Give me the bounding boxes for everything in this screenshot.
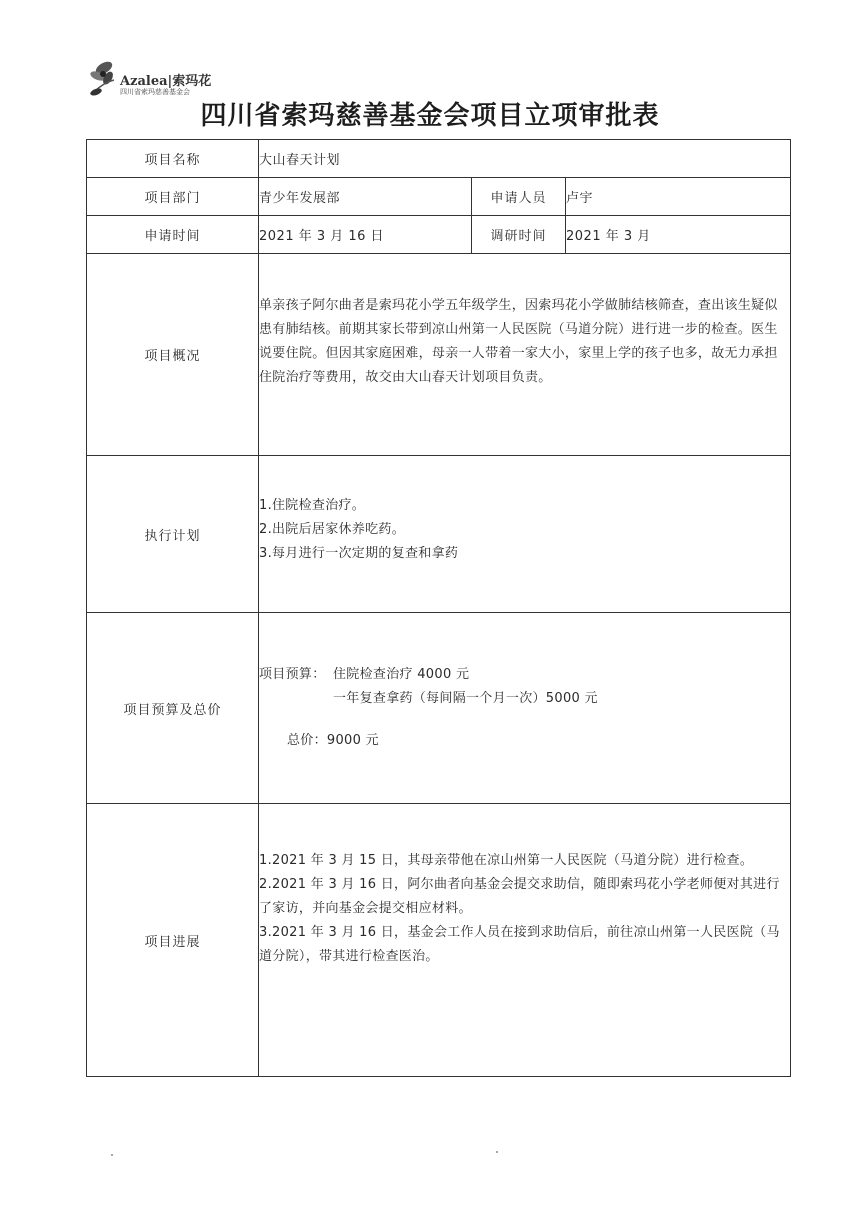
row-project-name bbox=[87, 140, 791, 178]
budget-item: 一年复查拿药（每间隔一个月一次）5000 元 bbox=[333, 691, 598, 706]
budget-cell bbox=[259, 613, 791, 804]
progress-item: 1.2021 年 3 月 15 日，其母亲带他在凉山州第一人民医院（马道分院）进行检查。 bbox=[259, 853, 754, 868]
row-progress bbox=[87, 804, 791, 1077]
department-label: 项目部门 bbox=[87, 178, 259, 216]
budget-label: 项目预算及总价 bbox=[87, 613, 259, 804]
plan-cell bbox=[259, 456, 791, 613]
document-title: 四川省索玛慈善基金会项目立项审批表 bbox=[200, 101, 660, 131]
applicant-value: 卢宇 bbox=[566, 178, 791, 216]
survey-time-label: 调研时间 bbox=[472, 216, 566, 254]
budget-row bbox=[259, 663, 790, 687]
apply-time-label: 申请时间 bbox=[87, 216, 259, 254]
progress-label: 项目进展 bbox=[87, 804, 259, 1077]
budget-row bbox=[259, 687, 790, 711]
budget-item: 住院检查治疗 4000 元 bbox=[333, 667, 470, 682]
logo-subtitle: 四川省索玛慈善基金会 bbox=[120, 88, 190, 96]
row-department bbox=[87, 178, 791, 216]
plan-item: 3.每月进行一次定期的复查和拿药 bbox=[259, 546, 459, 561]
row-overview bbox=[87, 254, 791, 456]
budget-heading: 项目预算： bbox=[259, 667, 326, 682]
progress-item: 2.2021 年 3 月 16 日，阿尔曲者向基金会提交求助信，随即索玛花小学老师便对其进行了家访，并向基金会提交相应材料。 bbox=[259, 877, 780, 916]
overview-text: 单亲孩子阿尔曲者是索玛花小学五年级学生，因索玛花小学做肺结核筛查，查出该生疑似患有肺结核。前期其家长带到凉山州第一人民医院（马道分院）进行进一步的检查。医生说要住院。但因其家庭困难，母亲一人带着一家大小，家里上学的孩子也多，故无力承担住院治疗等费用，故交由大山春天计划项目负责。 bbox=[259, 298, 778, 385]
scan-speck bbox=[496, 1151, 498, 1153]
plan-item: 1.住院检查治疗。 bbox=[259, 498, 366, 513]
survey-time-value: 2021 年 3 月 bbox=[566, 216, 791, 254]
scan-speck bbox=[111, 1154, 113, 1156]
row-dates bbox=[87, 216, 791, 254]
progress-item: 3.2021 年 3 月 16 日，基金会工作人员在接到求助信后，前往凉山州第一人民医院（马道分院），带其进行检查医治。 bbox=[259, 925, 780, 964]
logo-name: Azalea|索玛花 bbox=[120, 74, 212, 89]
applicant-label: 申请人员 bbox=[472, 178, 566, 216]
row-plan bbox=[87, 456, 791, 613]
approval-form-table bbox=[86, 139, 791, 1077]
overview-label: 项目概况 bbox=[87, 254, 259, 456]
progress-list bbox=[259, 804, 790, 969]
plan-label: 执行计划 bbox=[87, 456, 259, 613]
progress-cell bbox=[259, 804, 791, 1077]
overview-cell bbox=[259, 254, 791, 456]
budget-total: 总价：9000 元 bbox=[287, 733, 379, 748]
apply-time-value: 2021 年 3 月 16 日 bbox=[259, 216, 472, 254]
row-budget bbox=[87, 613, 791, 804]
department-value: 青少年发展部 bbox=[259, 178, 472, 216]
project-name-value: 大山春天计划 bbox=[259, 140, 791, 178]
plan-list bbox=[259, 456, 790, 566]
plan-item: 2.出院后居家休养吃药。 bbox=[259, 522, 406, 537]
budget-block bbox=[259, 613, 790, 753]
project-name-label: 项目名称 bbox=[87, 140, 259, 178]
